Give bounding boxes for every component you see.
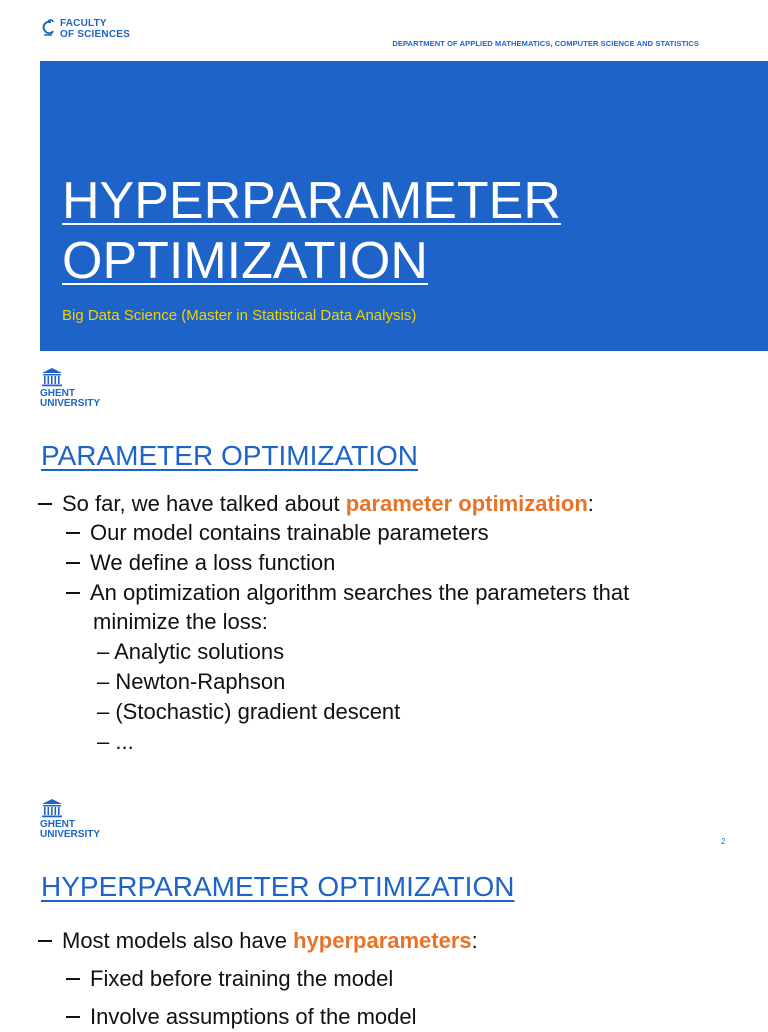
method-item: – ... xyxy=(97,729,134,754)
university-building-icon xyxy=(40,798,64,818)
method-item: – Analytic solutions xyxy=(97,639,285,664)
page-number: 2 xyxy=(721,837,726,846)
dash-icon xyxy=(66,592,80,594)
dash-icon xyxy=(38,503,52,505)
faculty-logo xyxy=(40,18,130,40)
university-logo-text: GHENT UNIVERSITY xyxy=(40,388,101,409)
university-logo-text: GHENT UNIVERSITY xyxy=(40,819,101,840)
method-item: – Newton-Raphson xyxy=(97,669,286,694)
presentation-title-line-2: OPTIMIZATION xyxy=(62,232,428,290)
title-banner xyxy=(40,61,768,351)
faculty-logo-text: FACULTY OF SCIENCES xyxy=(60,18,130,40)
bullet-item xyxy=(38,489,594,519)
slide-title: PARAMETER OPTIMIZATION xyxy=(41,440,418,471)
sub-bullet-item xyxy=(66,964,393,994)
presentation-title-line-1: HYPERPARAMETER xyxy=(62,172,561,230)
ghent-university-logo xyxy=(40,367,100,409)
sub-bullet-item xyxy=(66,1002,417,1032)
university-building-icon xyxy=(40,367,64,387)
presentation-subtitle: Big Data Science (Master in Statistical Data Analysis) xyxy=(62,307,417,324)
dash-icon xyxy=(38,940,52,942)
bullet-text: An optimization algorithm searches the parameters that xyxy=(90,580,630,605)
ghent-university-logo xyxy=(40,798,100,840)
bullet-text: We define a loss function xyxy=(90,550,336,575)
sub-bullet-item xyxy=(66,518,489,548)
bullet-text: So far, we have talked about parameter optimization: xyxy=(62,491,594,516)
bullet-text: Most models also have hyperparameters: xyxy=(62,928,478,953)
faculty-logo-icon xyxy=(40,19,56,39)
bullet-continuation: minimize the loss: xyxy=(93,609,268,634)
sub-bullet-item xyxy=(66,548,335,578)
bullet-text: Fixed before training the model xyxy=(90,966,394,991)
slide-title: HYPERPARAMETER OPTIMIZATION xyxy=(41,871,515,902)
dash-icon xyxy=(66,562,80,564)
dash-icon xyxy=(66,1016,80,1018)
bullet-text: Involve assumptions of the model xyxy=(90,1004,417,1029)
highlighted-term: parameter optimization xyxy=(345,491,588,516)
bullet-text: Our model contains trainable parameters xyxy=(90,520,489,545)
bullet-item xyxy=(38,926,478,956)
method-item: – (Stochastic) gradient descent xyxy=(97,699,401,724)
department-name: DEPARTMENT OF APPLIED MATHEMATICS, COMPUTER SCIENCE AND STATISTICS xyxy=(392,39,699,48)
sub-bullet-item xyxy=(66,578,629,608)
dash-icon xyxy=(66,532,80,534)
dash-icon xyxy=(66,978,80,980)
highlighted-term: hyperparameters xyxy=(293,928,472,953)
